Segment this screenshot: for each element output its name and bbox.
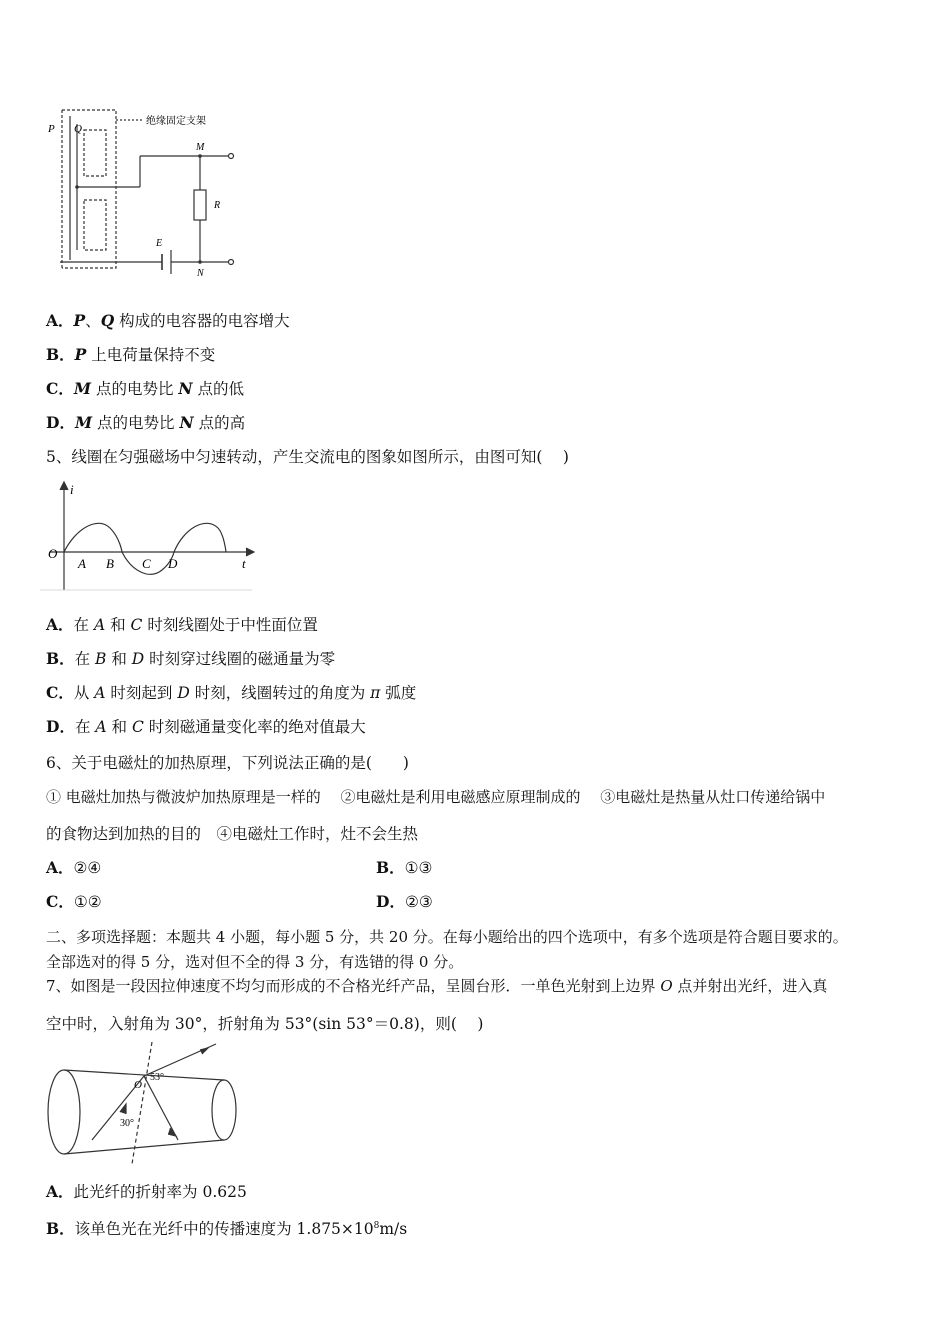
label-angle-53: 53° — [150, 1072, 164, 1083]
section2-line2: 全部选对的得 5 分，选对但不全的得 3 分，有选错的得 0 分。 — [46, 953, 464, 971]
q6-option-c: C．①② — [46, 892, 102, 911]
label-angle-30: 30° — [120, 1118, 134, 1129]
axis-label-O: O — [48, 546, 58, 561]
q5-option-d: D．在 A 和 C 时刻磁通量变化率的绝对值最大 — [46, 717, 366, 736]
section2-line1: 二、多项选择题：本题共 4 小题，每小题 5 分，共 20 分。在每小题给出的四个选项中，有多个选项是符合题目要求的。 — [46, 928, 848, 946]
point-C: C — [142, 556, 151, 571]
q4-option-d: D．M 点的电势比 N 点的高 — [46, 413, 246, 432]
q7-option-a: A．此光纤的折射率为 0.625 — [46, 1182, 247, 1201]
q4-option-a: A．P、Q 构成的电容器的电容增大 — [46, 311, 290, 330]
label-E: E — [156, 238, 163, 249]
label-Q: Q — [74, 123, 82, 135]
point-B: B — [106, 556, 114, 571]
q7-stem-line1: 7、如图是一段因拉伸速度不均匀而形成的不合格光纤产品，呈圆台形．一单色光射到上边界 O 点并射出光纤，进入真 — [46, 977, 828, 995]
q6-option-b: B．①③ — [376, 858, 433, 877]
q5-stem: 5、线圈在匀强磁场中匀速转动，产生交流电的图象如图所示，由图可知( ) — [46, 448, 569, 466]
q5-option-b: B．在 B 和 D 时刻穿过线圈的磁通量为零 — [46, 649, 336, 668]
axis-label-t: t — [242, 556, 246, 571]
optical-fiber-figure — [40, 1042, 250, 1168]
ac-current-graph — [40, 478, 260, 596]
q4-option-c: C．M 点的电势比 N 点的低 — [46, 379, 244, 398]
point-A: A — [78, 556, 86, 571]
q7-stem-line2: 空中时，入射角为 30°，折射角为 53°(sin 53°＝0.8)，则( ) — [46, 1015, 484, 1033]
point-D: D — [168, 556, 178, 571]
axis-label-i: i — [70, 482, 74, 497]
q6-option-d: D．②③ — [376, 892, 433, 911]
capacitor-circuit-figure — [40, 100, 260, 280]
q6-stem: 6、关于电磁灶的加热原理，下列说法正确的是( ) — [46, 754, 409, 772]
q7-option-b: B．该单色光在光纤中的传播速度为 $1.875\times 10^8m/s$ — [46, 1219, 408, 1239]
q4-option-b: B．P 上电荷量保持不变 — [46, 345, 216, 364]
q6-option-a: A．②④ — [46, 858, 102, 877]
label-O: O — [134, 1079, 142, 1091]
q6-statements-line1: ① 电磁灶加热与微波炉加热原理是一样的 ②电磁灶是利用电磁感应原理制成的 ③电磁灶是热量从灶口传递给锅中 — [46, 788, 826, 806]
q5-option-a: A．在 A 和 C 时刻线圈处于中性面位置 — [46, 615, 318, 634]
q6-statements-line2: 的食物达到加热的目的 ④电磁灶工作时，灶不会生热 — [46, 825, 419, 843]
q5-option-c: C．从 A 时刻起到 D 时刻，线圈转过的角度为 π 弧度 — [46, 683, 417, 702]
label-P: P — [48, 123, 55, 135]
label-R: R — [214, 200, 221, 211]
label-M: M — [196, 142, 205, 153]
label-support: 绝缘固定支架 — [146, 116, 206, 127]
label-N: N — [197, 268, 204, 279]
